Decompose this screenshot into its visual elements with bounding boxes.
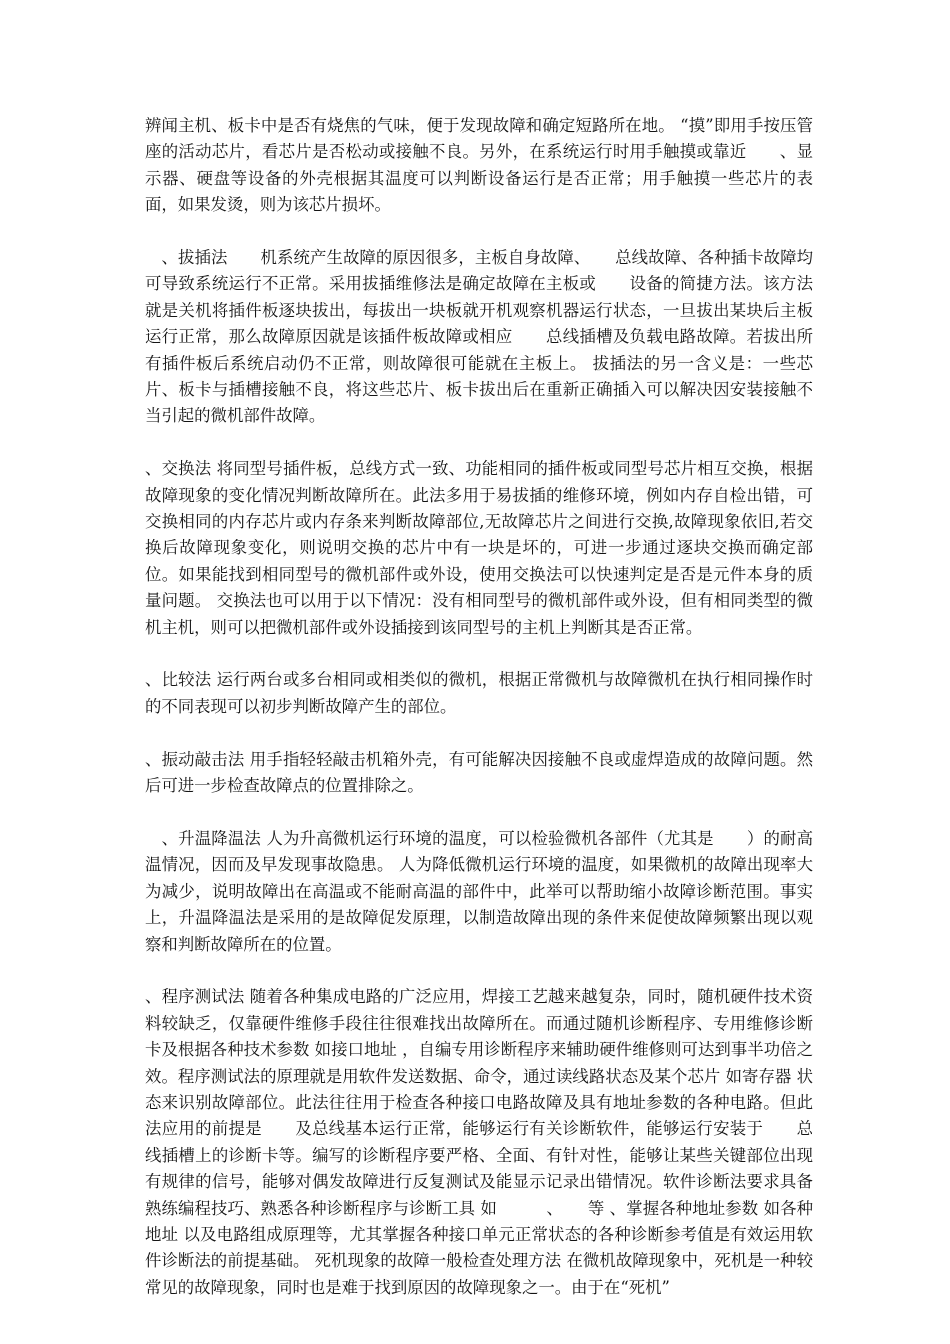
paragraph-temperature-method: 、升温降温法 人为升高微机运行环境的温度，可以检验微机各部件（尤其是 ）的耐高温情况，因而及早发现事故隐患。 人为降低微机运行环境的温度，如果微机的故障出现率大为减少，说明故障出在高温或不能耐高温的部件中，此举可以帮助缩小故障诊断范围。事实上，升温降温法是采用的是故障促发原理，以制造故障出现的条件来促使故障频繁出现以观察和判断故障所在的位置。: [145, 828, 813, 954]
paragraph-knock-method: 、振动敲击法 用手指轻轻敲击机箱外壳，有可能解决因接触不良或虚焊造成的故障问题。然后可进一步检查故障点的位置排除之。: [145, 749, 813, 796]
paragraph-compare-method: 、比较法 运行两台或多台相同或相类似的微机，根据正常微机与故障微机在执行相同操作时的不同表现可以初步判断故障产生的部位。: [145, 670, 813, 716]
paragraph-swap-method: 、交换法 将同型号插件板，总线方式一致、功能相同的插件板或同型号芯片相互交换，根据故障现象的变化情况判断故障所在。此法多用于易拔插的维修环境，例如内存自检出错，可交换相同的内存芯片或内存条来判断故障部位,无故障芯片之间进行交换,故障现象依旧,若交换后故障现象变化，则说明交换的芯片中有一块是坏的，可进一步通过逐块交换而确定部位。如果能找到相同型号的微机部件或外设，使用交换法可以快速判定是否是元件本身的质量问题。 交换法也可以用于以下情况：没有相同型号的微机部件或外设，但有相同类型的微机主机，则可以把微机部件或外设插接到该同型号的主机上判断其是否正常。: [145, 459, 813, 637]
paragraph-plug-method: 、拔插法 机系统产生故障的原因很多，主板自身故障、 总线故障、各种插卡故障均可导致系统运行不正常。采用拔插维修法是确定故障在主板或 设备的简捷方法。该方法就是关机将插件板逐块拔出，每拔出一块板就开机观察机器运行状态，一旦拔出某块后主板运行正常，那么故障原因就是该插件板故障或相应 总线插槽及负载电路故障。若拔出所有插件板后系统启动仍不正常，则故障很可能就在主板上。 拔插法的另一含义是：一些芯片、板卡与插槽接触不良，将这些芯片、板卡拔出后在重新正确插入可以解决因安装接触不当引起的微机部件故障。: [145, 248, 813, 426]
document-body: [145, 113, 846, 1301]
paragraph-smell-touch: 辨闻主机、板卡中是否有烧焦的气味，便于发现故障和确定短路所在地。 “摸”即用手按压管座的活动芯片，看芯片是否松动或接触不良。另外，在系统运行时用手触摸或靠近 、显示器、硬盘等设备的外壳根据其温度可以判断设备运行是否正常；用手触摸一些芯片的表面，如果发烫，则为该芯片损坏。: [145, 116, 813, 215]
paragraph-program-test-method: 、程序测试法 随着各种集成电路的广泛应用，焊接工艺越来越复杂，同时，随机硬件技术资料较缺乏，仅靠硬件维修手段往往很难找出故障所在。而通过随机诊断程序、专用维修诊断卡及根据各种技术参数 如接口地址 ，自编专用诊断程序来辅助硬件维修则可达到事半功倍之效。程序测试法的原理就是用软件发送数据、命令，通过读线路状态及某个芯片 如寄存器 状态来识别故障部位。此法往往用于检查各种接口电路故障及具有地址参数的各种电路。但此法应用的前提是 及总线基本运行正常，能够运行有关诊断软件，能够运行安装于 总线插槽上的诊断卡等。编写的诊断程序要严格、全面、有针对性，能够让某些关键部位出现有规律的信号，能够对偶发故障进行反复测试及能显示记录出错情况。软件诊断法要求具备熟练编程技巧、熟悉各种诊断程序与诊断工具 如 、 等 、掌握各种地址参数 如各种 地址 以及电路组成原理等，尤其掌握各种接口单元正常状态的各种诊断参考值是有效运用软件诊断法的前提基础。 死机现象的故障一般检查处理方法 在微机故障现象中，死机是一种较常见的故障现象，同时也是难于找到原因的故障现象之一。由于在“死机”: [145, 987, 846, 1297]
